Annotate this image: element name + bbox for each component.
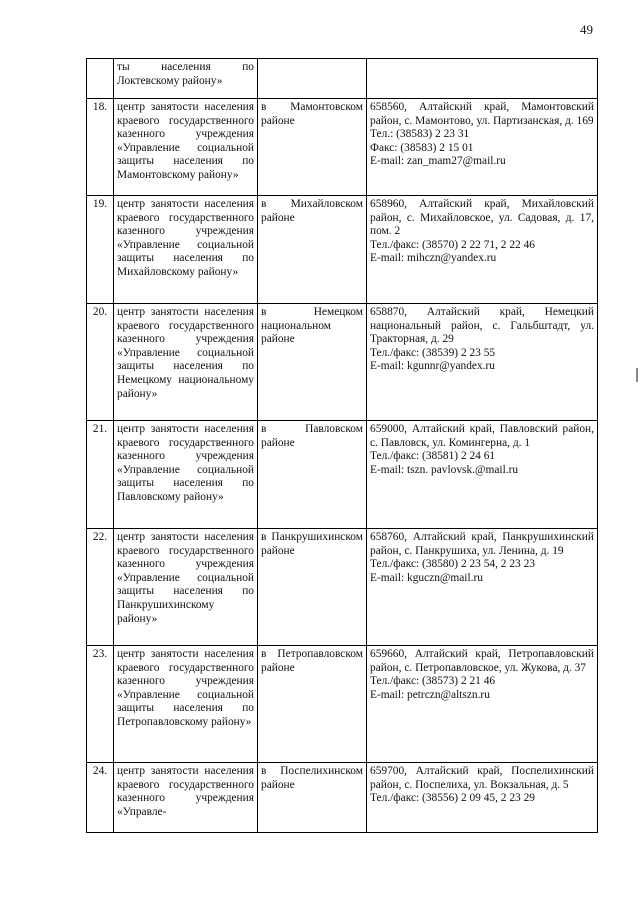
- contact-cell: [367, 529, 598, 646]
- table-body: [87, 59, 598, 833]
- table-row: [87, 99, 598, 196]
- email: E-mail: kguczn@mail.ru: [370, 571, 483, 584]
- table-row: [87, 421, 598, 529]
- table-row: [87, 763, 598, 833]
- institution-name: центр занятости населения краевого государственного казенного учреждения «Управление социальной защиты населения по Мамонтовскому району»: [114, 99, 258, 196]
- institutions-table: [86, 58, 598, 833]
- scan-edge-mark: [636, 368, 638, 382]
- email: E-mail: mihczn@yandex.ru: [370, 252, 497, 265]
- page-number: 49: [580, 22, 593, 37]
- district: в Поспелихинском районе: [258, 763, 367, 833]
- email: E-mail: tszn. pavlovsk.@mail.ru: [370, 463, 519, 476]
- institution-name: центр занятости населения краевого государственного казенного учреждения «Управление социальной защиты населения по Павловскому району»: [114, 421, 258, 529]
- institution-name: ты населения по Локтевскому району»: [114, 59, 258, 99]
- institution-name: центр занятости населения краевого государственного казенного учреждения «Управление социальной защиты населения по Панкрушихинскому району»: [114, 529, 258, 646]
- phone: Тел./факс: (38580) 2 23 54, 2 23 23: [370, 558, 535, 571]
- row-number: 20.: [87, 304, 114, 421]
- row-number: 18.: [87, 99, 114, 196]
- table-row: [87, 646, 598, 763]
- address: 658960, Алтайский край, Михайловский район, с. Михайловское, ул. Садовая, д. 17, пом. 2: [370, 198, 594, 238]
- district: в Павловском районе: [258, 421, 367, 529]
- fax: Факс: (38583) 2 15 01: [370, 141, 474, 154]
- contact-cell: [367, 304, 598, 421]
- institution-name: центр занятости населения краевого государственного казенного учреждения «Управление социальной защиты населения по Михайловскому району»: [114, 196, 258, 304]
- address: 659000, Алтайский край, Павловский район, с. Павловск, ул. Комингерна, д. 1: [370, 423, 594, 449]
- phone: Тел.: (38583) 2 23 31: [370, 128, 470, 141]
- row-number: 19.: [87, 196, 114, 304]
- district: в Панкрушихинском районе: [258, 529, 367, 646]
- row-number: 22.: [87, 529, 114, 646]
- phone: Тел./факс: (38570) 2 22 71, 2 22 46: [370, 238, 535, 251]
- address: 659700, Алтайский край, Поспелихинский район, с. Поспелиха, ул. Вокзальная, д. 5: [370, 765, 594, 791]
- table-row: [87, 304, 598, 421]
- email: E-mail: zan_mam27@mail.ru: [370, 155, 506, 168]
- contact-cell: [367, 763, 598, 833]
- email: E-mail: petrczn@altszn.ru: [370, 688, 490, 701]
- table-row: [87, 59, 598, 99]
- contact-cell: [367, 646, 598, 763]
- address: 659660, Алтайский край, Петропавловский район, с. Петропавловское, ул. Жукова, д. 37: [370, 648, 594, 674]
- contact-cell: [367, 99, 598, 196]
- district: в Петропавловском районе: [258, 646, 367, 763]
- contact-cell: [367, 421, 598, 529]
- email: E-mail: kgunnr@yandex.ru: [370, 360, 495, 373]
- row-number: 21.: [87, 421, 114, 529]
- phone: Тел./факс: (38556) 2 09 45, 2 23 29: [370, 792, 535, 805]
- address: 658560, Алтайский край, Мамонтовский район, с. Мамонтово, ул. Партизанская, д. 169: [370, 101, 594, 127]
- institution-name: центр занятости населения краевого государственного казенного учреждения «Управление социальной защиты населения по Немецкому национальному району»: [114, 304, 258, 421]
- district: в Немецком национальном районе: [258, 304, 367, 421]
- contact-cell: [367, 59, 598, 99]
- district: в Мамонтовском районе: [258, 99, 367, 196]
- address: 658870, Алтайский край, Немецкий национальный район, с. Гальбштадт, ул. Тракторная, д. 29: [370, 306, 594, 346]
- row-number: 24.: [87, 763, 114, 833]
- table-row: [87, 529, 598, 646]
- institution-name: центр занятости населения краевого государственного казенного учреждения «Управление социальной защиты населения по Петропавловскому району»: [114, 646, 258, 763]
- contact-cell: [367, 196, 598, 304]
- district: в Михайловском районе: [258, 196, 367, 304]
- table-row: [87, 196, 598, 304]
- row-number: [87, 59, 114, 99]
- phone: Тел./факс: (38581) 2 24 61: [370, 450, 496, 463]
- phone: Тел./факс: (38539) 2 23 55: [370, 346, 496, 359]
- institution-name: центр занятости населения краевого государственного казенного учреждения «Управле-: [114, 763, 258, 833]
- district: [258, 59, 367, 99]
- address: 658760, Алтайский край, Панкрушихинский район, с. Панкрушиха, ул. Ленина, д. 19: [370, 531, 594, 557]
- row-number: 23.: [87, 646, 114, 763]
- phone: Тел./факс: (38573) 2 21 46: [370, 675, 496, 688]
